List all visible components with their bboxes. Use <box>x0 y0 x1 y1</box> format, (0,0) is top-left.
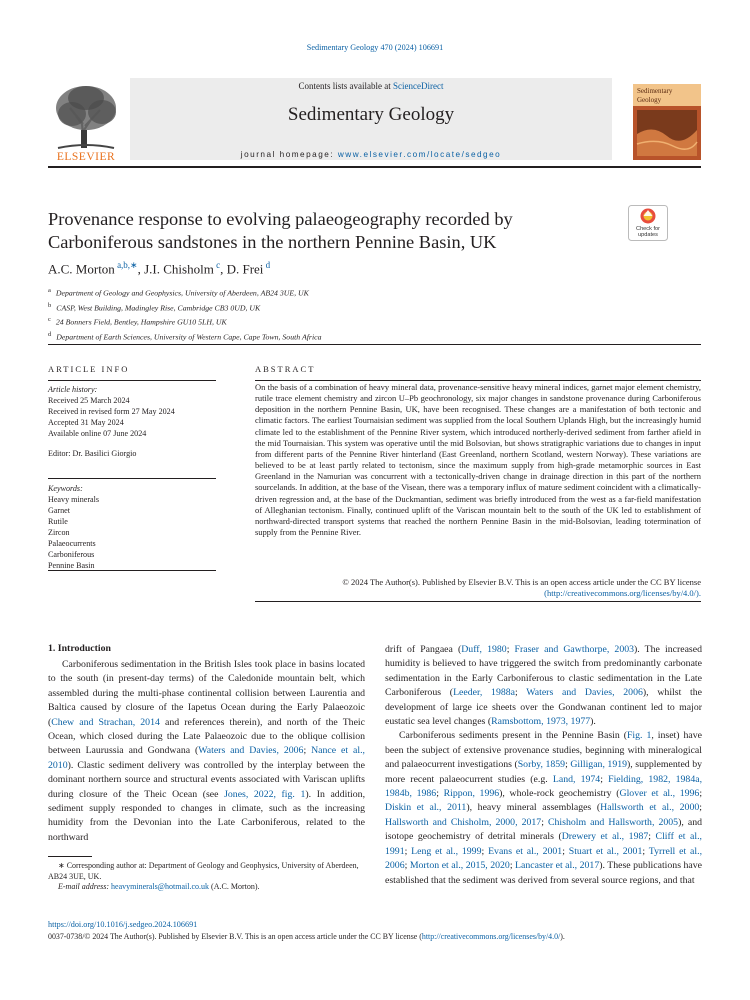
citation-link[interactable]: Sorby, 1859 <box>517 759 566 771</box>
body-text: ), whole-rock geochemistry ( <box>499 788 620 800</box>
keyword-item: Zircon <box>48 528 70 537</box>
affiliation-item <box>48 314 321 329</box>
body-text: ; <box>648 831 656 843</box>
body-text: ; <box>699 788 703 800</box>
body-text: ; <box>436 788 444 800</box>
affiliation-text: CASP, West Building, Madingley Rise, Cambridge CB3 0UD, UK <box>56 303 261 313</box>
keywords-bottom-rule <box>48 570 216 571</box>
body-column-right <box>385 643 702 888</box>
citation-link[interactable]: Land, 1974 <box>552 773 601 785</box>
header-rule <box>48 166 701 168</box>
abstract-heading: ABSTRACT <box>255 364 316 374</box>
body-text: ; <box>642 845 649 857</box>
cover-title-1: Sedimentary <box>637 87 673 95</box>
section-rule <box>48 344 701 345</box>
citation-link[interactable]: Gilligan, 1919 <box>570 759 628 771</box>
citation-link[interactable]: Chew and Strachan, 2014 <box>51 716 160 728</box>
body-text: Carboniferous sedimentation in the British Isles took place in basins located to the south (in present-day terms) of the Caledonide mountain belt, which assembled during the multi-phase continental collision between Laurentia and Baltica caused by closure of the Iapetus Ocean during the Early Palaeozoic ( <box>48 659 365 728</box>
article-info-heading: ARTICLE INFO <box>48 364 130 374</box>
body-text: Carboniferous sediments present in the Pennine Basin ( <box>399 730 627 742</box>
corresponding-author-note: ∗ Corresponding author at: Department of Geology and Geophysics, University of Aberdeen, AB24 3UE, UK. <box>48 861 359 881</box>
body-text: ; <box>509 860 516 872</box>
history-item: Available online 07 June 2024 <box>48 429 147 438</box>
keywords-label: Keywords: <box>48 484 83 493</box>
citation-link[interactable]: Tyrrell et al., 2006 <box>385 845 703 872</box>
license-link[interactable]: (http://creativecommons.org/licenses/by/4.0/). <box>544 588 701 599</box>
author-name[interactable]: D. Frei <box>226 261 264 277</box>
body-text: ), whilst the development of large ice sheets over the Gondwanan continent led to major eustatic sea level changes ( <box>385 687 703 728</box>
citation-link[interactable]: Fraser and Gawthorpe, 2003 <box>514 644 635 655</box>
copyright-line: © 2024 The Author(s). Published by Elsevier B.V. This is an open access article under the CC BY license <box>342 577 701 587</box>
check-updates-line2: updates <box>638 232 658 238</box>
citation-link[interactable]: Diskin et al., 2011 <box>385 802 467 814</box>
homepage-link[interactable]: www.elsevier.com/locate/sedgeo <box>337 150 502 159</box>
keyword-item: Carboniferous <box>48 550 95 559</box>
body-text: ), heavy mineral assemblages ( <box>466 802 601 814</box>
body-text: ). <box>590 716 596 728</box>
affiliation-marker: b <box>48 301 52 309</box>
citation-link[interactable]: Cliff et al., 1991 <box>385 831 703 857</box>
author-name[interactable]: J.I. Chisholm <box>144 261 214 277</box>
intro-paragraph-2 <box>385 729 702 887</box>
author-name[interactable]: A.C. Morton <box>48 261 115 277</box>
body-text: ; <box>541 816 548 828</box>
email-link[interactable]: heavyminerals@hotmail.co.uk <box>111 882 210 892</box>
affiliation-text: Department of Geology and Geophysics, University of Aberdeen, AB24 3UE, UK <box>55 288 309 298</box>
author-affiliation-marker[interactable]: c <box>213 260 221 270</box>
abstract-copyright <box>255 577 701 599</box>
abstract-bottom-rule <box>255 601 701 602</box>
doi-link[interactable]: https://doi.org/10.1016/j.sedgeo.2024.106691 <box>48 920 198 929</box>
citation-link[interactable]: Leeder, 1988a <box>453 687 515 699</box>
citation-link[interactable]: Fig. 1 <box>626 730 652 742</box>
citation-link[interactable]: Nance et al., 2010 <box>48 745 366 771</box>
body-text: ), and isotope geochemistry of detrital minerals ( <box>385 816 703 843</box>
citation-link[interactable]: Jones, 2022, fig. 1 <box>224 788 306 800</box>
citation-link[interactable]: Hallsworth and Chisholm, 2000, 2017 <box>385 816 542 828</box>
author-list <box>48 260 270 277</box>
issn-end: ). <box>560 932 565 941</box>
affiliation-text: Department of Earth Sciences, University of Western Cape, Cape Town, South Africa <box>56 332 322 342</box>
citation-link[interactable]: Waters and Davies, 2006 <box>198 745 304 757</box>
author-affiliation-marker[interactable]: a,b,∗ <box>114 260 138 270</box>
email-suffix: (A.C. Morton). <box>209 882 260 892</box>
body-text: drift of Pangaea ( <box>385 644 462 655</box>
abstract-rule <box>255 380 701 381</box>
article-title <box>48 208 608 254</box>
check-for-updates-button[interactable] <box>628 205 668 241</box>
keyword-item: Heavy minerals <box>48 495 100 504</box>
citation-link[interactable]: Stuart et al., 2001 <box>568 845 643 857</box>
affiliation-text: 24 Bonners Field, Bentley, Hampshire GU10 5LH, UK <box>55 317 227 327</box>
author-separator: , <box>220 261 227 277</box>
publisher-name: ELSEVIER <box>56 151 116 163</box>
footnote <box>48 861 365 893</box>
body-text: ), supplemented by more recent palaeocurrent studies (e.g. <box>385 759 703 785</box>
issn-text: 0037-0738/© 2024 The Author(s). Published by Elsevier B.V. This is an open access article under the CC BY license ( <box>48 932 422 941</box>
intro-paragraph-1 <box>48 658 365 845</box>
homepage-line <box>130 150 612 159</box>
body-text: ; <box>600 773 609 785</box>
journal-title: Sedimentary Geology <box>287 104 455 125</box>
body-text: ; <box>562 845 569 857</box>
body-text: ; <box>699 802 702 814</box>
body-column-left <box>48 658 365 845</box>
journal-header <box>130 78 612 160</box>
history-item: Received in revised form 27 May 2024 <box>48 407 175 416</box>
journal-cover[interactable] <box>633 84 701 160</box>
affiliation-item <box>48 300 321 315</box>
body-text: ; <box>481 845 489 857</box>
homepage-prefix: journal homepage: <box>240 150 338 159</box>
keyword-item: Rutile <box>48 517 68 526</box>
affiliation-marker: c <box>48 316 51 324</box>
author-separator: , <box>137 261 145 277</box>
citation-link[interactable]: Hallsworth et al., 2000 <box>600 802 700 814</box>
keyword-item: Pennine Basin <box>48 561 95 570</box>
journal-reference[interactable]: Sedimentary Geology 470 (2024) 106691 <box>306 43 444 52</box>
citation-link[interactable]: Evans et al., 2001 <box>488 845 563 857</box>
contents-line <box>130 81 612 91</box>
keyword-item: Palaeocurrents <box>48 539 96 548</box>
author-affiliation-marker[interactable]: d <box>263 260 271 270</box>
body-text: ; <box>565 759 571 771</box>
body-text: , inset) have been the subject of extensive provenance studies, beginning with mineralogical and palaeocurrent investigations ( <box>385 730 702 771</box>
history-item: Accepted 31 May 2024 <box>48 418 124 427</box>
issn-line <box>48 932 565 941</box>
affiliations <box>48 285 321 343</box>
keywords-rule <box>48 478 216 479</box>
abstract-text: On the basis of a combination of heavy mineral data, provenance-sensitive heavy mineral indices, garnet major element chemistry, rutile trace element chemistry and zircon U–Pb geochronology, six major changes in sandstone provenance during Carboniferous deposition in the northern Pennine Basin, UK, have been recognised. These changes are a manifestation of both tectonic and climatic factors. The earliest Tournaisian sediment was supplied from the local Southern Uplands High, but the increasingly humid climate led to the establishment of the Pennine River system, which introduced northerly-derived sediment from farther afield in the mid Tournaisian. This system was operative until the mid Bolsovian, but shows stratigraphic variations due to changes in input from different parts of the Pennine River hinterland (East Greenland, northern Scotland, western Norway). These variations are believed to be at least partly related to tectonism, since the maximum supply from high-grade metamorphic sources in East Greenland in the Namurian was concurrent with a tectonically-driven change in drainage direction in this part of the northern sourcelands. In addition, at the base of the Visean, there was a temporary influx of mature sediment coincident with a climatically-driven regression and, at the base of the Duckmantian, sediment was briefly introduced from the west as a far-field manifestation of Alleghanian tectonism. Finally, continued uplift of the Variscan mountain belt to the south of the UK led to establishment of northward-directed transport systems that reached the northern Pennine Basin in the mid-Bolsovian, leading totermination of supply from the Pennine River. <box>255 382 701 538</box>
footer-license-link[interactable]: http://creativecommons.org/licenses/by/4.0/ <box>421 932 561 941</box>
citation-link[interactable]: Duff, 1980 <box>461 644 507 655</box>
citation-link[interactable]: Morton et al., 2015, 2020 <box>409 860 510 872</box>
citation-link[interactable]: Fielding, 1982, 1984a, 1984b, 1986 <box>385 773 703 800</box>
article-history <box>48 384 175 439</box>
article-info-rule <box>48 380 216 381</box>
body-text: ; <box>404 845 412 857</box>
citation-link[interactable]: Lancaster et al., 2017 <box>515 860 600 872</box>
body-text: and references therein), and north of the Theic Ocean, which closed during the Late Palaeozoic due to the oblique collision between Laurussia and Gondwana ( <box>48 716 365 757</box>
title-line-1: Provenance response to evolving palaeogeography recorded by <box>48 209 513 229</box>
body-text: ). The increased humidity is believed to have triggered the switch from predominantly carbonate sedimentation in the Early Carboniferous to clastic sedimentation in the Late Carboniferous ( <box>385 644 702 699</box>
cover-title-2: Geology <box>637 96 662 104</box>
citation-link[interactable]: Ramsbottom, 1973, 1977 <box>491 716 591 728</box>
title-line-2: Carboniferous sandstones in the northern Pennine Basin, UK <box>48 232 497 252</box>
body-text: ; <box>404 860 410 872</box>
body-text: ; <box>515 687 527 699</box>
history-item: Received 25 March 2024 <box>48 396 130 405</box>
editor: Editor: Dr. Basilici Giorgio <box>48 449 137 458</box>
body-text: ). Clastic sediment delivery was controlled by the interplay between the dominant northern source and structural events associated with Variscan uplifts during closure of the Theic Ocean (see <box>48 759 365 800</box>
affiliation-item <box>48 329 321 344</box>
check-updates-line1: Check for <box>636 226 660 232</box>
citation-link[interactable]: Rippon, 1996 <box>443 788 500 800</box>
elsevier-tree-icon <box>48 80 124 164</box>
citation-link[interactable]: Chisholm and Hallsworth, 2005 <box>548 816 679 828</box>
cover-image <box>633 84 701 160</box>
email-label: E-mail address: <box>58 882 112 892</box>
contents-prefix: Contents lists available at <box>298 81 393 91</box>
body-text: ; <box>506 644 515 655</box>
affiliation-marker: a <box>48 287 51 294</box>
check-updates-icon <box>628 205 668 241</box>
citation-link[interactable]: Waters and Davies, 2006 <box>526 687 643 699</box>
citation-link[interactable]: Glover et al., 1996 <box>619 788 700 800</box>
intro-paragraph-1-cont <box>385 643 702 729</box>
sciencedirect-link[interactable]: ScienceDirect <box>393 81 444 91</box>
elsevier-logo[interactable] <box>48 80 124 164</box>
keyword-item: Garnet <box>48 506 71 515</box>
history-label: Article history: <box>48 385 98 394</box>
footnote-rule <box>48 856 92 857</box>
body-text: ). In addition, sediment supply responded to changes in climate, such as the increasing humidity from the Devonian into the Late Carboniferous, related to the northward <box>48 788 366 843</box>
introduction-heading: 1. Introduction <box>48 643 111 654</box>
affiliation-item <box>48 285 321 300</box>
citation-link[interactable]: Leng et al., 1999 <box>411 845 482 857</box>
citation-link[interactable]: Drewery et al., 1987 <box>561 831 649 843</box>
body-text: ). These publications have established that the sediment was derived from several source regions, and that <box>385 860 702 886</box>
body-text: ; <box>303 745 312 757</box>
affiliation-marker: d <box>48 330 52 338</box>
keywords-list <box>48 483 99 571</box>
